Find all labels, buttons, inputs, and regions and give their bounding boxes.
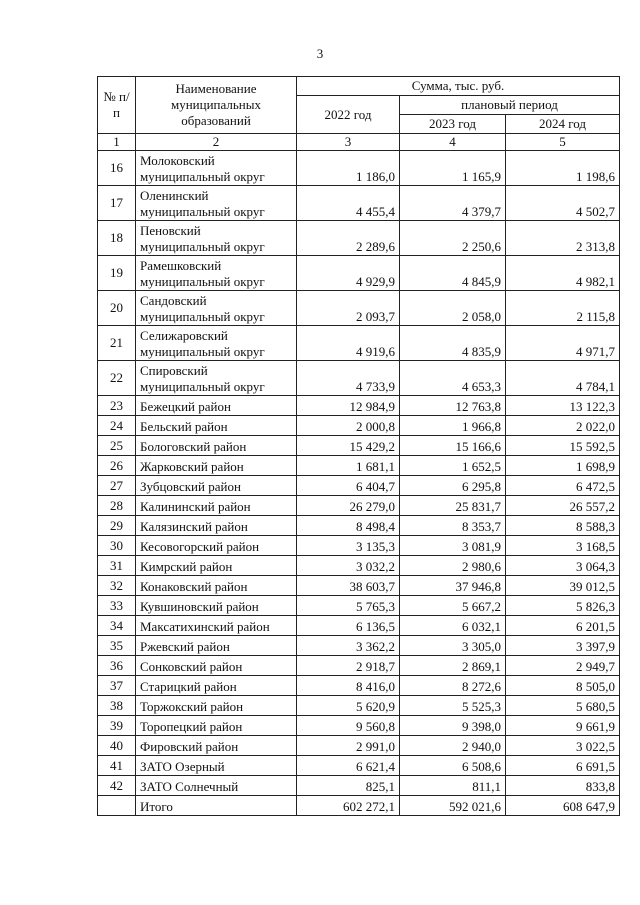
row-name: Рамешковский муниципальный округ xyxy=(136,256,297,291)
value-2022: 5 620,9 xyxy=(297,696,400,716)
index-cell: 2 xyxy=(136,134,297,151)
value-2023: 4 835,9 xyxy=(400,326,506,361)
value-2023: 6 032,1 xyxy=(400,616,506,636)
row-number: 27 xyxy=(98,476,136,496)
row-number: 24 xyxy=(98,416,136,436)
row-name: Торопецкий район xyxy=(136,716,297,736)
row-number: 25 xyxy=(98,436,136,456)
row-name: Калязинский район xyxy=(136,516,297,536)
row-name: Бологовский район xyxy=(136,436,297,456)
value-2023: 6 508,6 xyxy=(400,756,506,776)
row-number: 23 xyxy=(98,396,136,416)
value-2024: 4 971,7 xyxy=(506,326,620,361)
value-2024: 9 661,9 xyxy=(506,716,620,736)
value-2022: 6 621,4 xyxy=(297,756,400,776)
value-2023: 2 940,0 xyxy=(400,736,506,756)
row-number: 37 xyxy=(98,676,136,696)
index-cell: 4 xyxy=(400,134,506,151)
row-number: 41 xyxy=(98,756,136,776)
index-cell: 5 xyxy=(506,134,620,151)
header-2024: 2024 год xyxy=(506,115,620,134)
row-name: Спировский муниципальный округ xyxy=(136,361,297,396)
value-2022: 15 429,2 xyxy=(297,436,400,456)
row-number: 34 xyxy=(98,616,136,636)
header-2022: 2022 год xyxy=(297,96,400,134)
table-row xyxy=(98,516,620,536)
value-2023: 1 165,9 xyxy=(400,151,506,186)
value-2023: 811,1 xyxy=(400,776,506,796)
row-name: Кимрский район xyxy=(136,556,297,576)
header-sum: Сумма, тыс. руб. xyxy=(297,77,620,96)
value-2024: 2 949,7 xyxy=(506,656,620,676)
row-number: 22 xyxy=(98,361,136,396)
table-row xyxy=(98,676,620,696)
value-2023: 37 946,8 xyxy=(400,576,506,596)
value-2024: 26 557,2 xyxy=(506,496,620,516)
value-2023: 3 081,9 xyxy=(400,536,506,556)
row-name: Фировский район xyxy=(136,736,297,756)
row-name: Сонковский район xyxy=(136,656,297,676)
row-name: Селижаровский муниципальный округ xyxy=(136,326,297,361)
value-2023: 25 831,7 xyxy=(400,496,506,516)
total-empty-cell xyxy=(98,796,136,816)
value-2023: 3 305,0 xyxy=(400,636,506,656)
table-row xyxy=(98,636,620,656)
value-2022: 1 681,1 xyxy=(297,456,400,476)
value-2023: 1 966,8 xyxy=(400,416,506,436)
value-2023: 5 525,3 xyxy=(400,696,506,716)
value-2022: 5 765,3 xyxy=(297,596,400,616)
header-2023: 2023 год xyxy=(400,115,506,134)
table-row xyxy=(98,536,620,556)
row-number: 19 xyxy=(98,256,136,291)
row-number: 40 xyxy=(98,736,136,756)
value-2024: 8 588,3 xyxy=(506,516,620,536)
row-name: Кесовогорский район xyxy=(136,536,297,556)
total-2023: 592 021,6 xyxy=(400,796,506,816)
header-name: Наименование муниципальных образований xyxy=(136,77,297,134)
row-number: 18 xyxy=(98,221,136,256)
row-number: 20 xyxy=(98,291,136,326)
total-2024: 608 647,9 xyxy=(506,796,620,816)
row-number: 35 xyxy=(98,636,136,656)
value-2022: 1 186,0 xyxy=(297,151,400,186)
value-2023: 2 869,1 xyxy=(400,656,506,676)
value-2022: 4 929,9 xyxy=(297,256,400,291)
value-2024: 6 201,5 xyxy=(506,616,620,636)
value-2024: 4 784,1 xyxy=(506,361,620,396)
value-2022: 2 289,6 xyxy=(297,221,400,256)
value-2024: 833,8 xyxy=(506,776,620,796)
value-2023: 4 845,9 xyxy=(400,256,506,291)
value-2022: 2 000,8 xyxy=(297,416,400,436)
table-row xyxy=(98,556,620,576)
row-number: 33 xyxy=(98,596,136,616)
row-number: 42 xyxy=(98,776,136,796)
table-row xyxy=(98,221,620,256)
table-row xyxy=(98,496,620,516)
value-2024: 1 198,6 xyxy=(506,151,620,186)
row-name: Торжокский район xyxy=(136,696,297,716)
table-row xyxy=(98,656,620,676)
row-number: 32 xyxy=(98,576,136,596)
row-name: Сандовский муниципальный округ xyxy=(136,291,297,326)
table-row xyxy=(98,776,620,796)
value-2024: 1 698,9 xyxy=(506,456,620,476)
table-row xyxy=(98,476,620,496)
value-2022: 9 560,8 xyxy=(297,716,400,736)
table-row xyxy=(98,736,620,756)
row-name: Зубцовский район xyxy=(136,476,297,496)
row-name: Бежецкий район xyxy=(136,396,297,416)
value-2023: 8 353,7 xyxy=(400,516,506,536)
header-plan: плановый период xyxy=(400,96,620,115)
total-row xyxy=(98,796,620,816)
value-2022: 8 416,0 xyxy=(297,676,400,696)
value-2022: 8 498,4 xyxy=(297,516,400,536)
value-2023: 6 295,8 xyxy=(400,476,506,496)
value-2024: 2 022,0 xyxy=(506,416,620,436)
value-2022: 38 603,7 xyxy=(297,576,400,596)
row-number: 21 xyxy=(98,326,136,361)
row-name: Жарковский район xyxy=(136,456,297,476)
row-number: 29 xyxy=(98,516,136,536)
table-row xyxy=(98,416,620,436)
value-2023: 8 272,6 xyxy=(400,676,506,696)
value-2022: 4 919,6 xyxy=(297,326,400,361)
row-name: Ржевский район xyxy=(136,636,297,656)
value-2023: 4 379,7 xyxy=(400,186,506,221)
row-number: 38 xyxy=(98,696,136,716)
table-row xyxy=(98,396,620,416)
value-2023: 9 398,0 xyxy=(400,716,506,736)
table-row xyxy=(98,361,620,396)
value-2022: 12 984,9 xyxy=(297,396,400,416)
row-name: Бельский район xyxy=(136,416,297,436)
value-2024: 5 826,3 xyxy=(506,596,620,616)
value-2023: 1 652,5 xyxy=(400,456,506,476)
value-2022: 4 733,9 xyxy=(297,361,400,396)
value-2023: 12 763,8 xyxy=(400,396,506,416)
value-2024: 6 691,5 xyxy=(506,756,620,776)
index-cell: 3 xyxy=(297,134,400,151)
value-2023: 2 980,6 xyxy=(400,556,506,576)
row-number: 36 xyxy=(98,656,136,676)
value-2024: 4 502,7 xyxy=(506,186,620,221)
row-number: 30 xyxy=(98,536,136,556)
table-row xyxy=(98,596,620,616)
table-row xyxy=(98,436,620,456)
value-2024: 2 313,8 xyxy=(506,221,620,256)
row-number: 39 xyxy=(98,716,136,736)
table-row xyxy=(98,756,620,776)
table-row xyxy=(98,456,620,476)
value-2024: 39 012,5 xyxy=(506,576,620,596)
row-name: Пеновский муниципальный округ xyxy=(136,221,297,256)
row-number: 26 xyxy=(98,456,136,476)
value-2022: 2 093,7 xyxy=(297,291,400,326)
row-name: Оленинский муниципальный округ xyxy=(136,186,297,221)
table-row xyxy=(98,256,620,291)
value-2024: 15 592,5 xyxy=(506,436,620,456)
table-row xyxy=(98,291,620,326)
row-number: 17 xyxy=(98,186,136,221)
value-2022: 825,1 xyxy=(297,776,400,796)
header-num: № п/п xyxy=(98,77,136,134)
value-2022: 3 362,2 xyxy=(297,636,400,656)
value-2022: 2 991,0 xyxy=(297,736,400,756)
page-number: 3 xyxy=(316,46,324,61)
value-2022: 6 136,5 xyxy=(297,616,400,636)
value-2024: 6 472,5 xyxy=(506,476,620,496)
table-row xyxy=(98,576,620,596)
value-2022: 2 918,7 xyxy=(297,656,400,676)
table-row xyxy=(98,186,620,221)
row-name: Молоковский муниципальный округ xyxy=(136,151,297,186)
value-2024: 4 982,1 xyxy=(506,256,620,291)
value-2024: 3 168,5 xyxy=(506,536,620,556)
value-2023: 4 653,3 xyxy=(400,361,506,396)
table-row xyxy=(98,326,620,361)
index-cell: 1 xyxy=(98,134,136,151)
value-2023: 2 250,6 xyxy=(400,221,506,256)
total-label: Итого xyxy=(136,796,297,816)
value-2024: 3 022,5 xyxy=(506,736,620,756)
value-2024: 5 680,5 xyxy=(506,696,620,716)
value-2022: 26 279,0 xyxy=(297,496,400,516)
value-2024: 3 397,9 xyxy=(506,636,620,656)
table-row xyxy=(98,151,620,186)
row-number: 28 xyxy=(98,496,136,516)
table-row xyxy=(98,616,620,636)
value-2024: 2 115,8 xyxy=(506,291,620,326)
value-2022: 4 455,4 xyxy=(297,186,400,221)
value-2022: 3 135,3 xyxy=(297,536,400,556)
value-2022: 6 404,7 xyxy=(297,476,400,496)
row-name: Кувшиновский район xyxy=(136,596,297,616)
value-2023: 5 667,2 xyxy=(400,596,506,616)
value-2024: 8 505,0 xyxy=(506,676,620,696)
value-2022: 3 032,2 xyxy=(297,556,400,576)
row-number: 16 xyxy=(98,151,136,186)
row-number: 31 xyxy=(98,556,136,576)
row-name: Конаковский район xyxy=(136,576,297,596)
row-name: ЗАТО Солнечный xyxy=(136,776,297,796)
value-2023: 2 058,0 xyxy=(400,291,506,326)
row-name: Старицкий район xyxy=(136,676,297,696)
value-2024: 3 064,3 xyxy=(506,556,620,576)
table-row xyxy=(98,716,620,736)
row-name: Максатихинский район xyxy=(136,616,297,636)
row-name: ЗАТО Озерный xyxy=(136,756,297,776)
budget-table xyxy=(97,76,620,816)
value-2024: 13 122,3 xyxy=(506,396,620,416)
index-row xyxy=(98,134,620,151)
row-name: Калининский район xyxy=(136,496,297,516)
total-2022: 602 272,1 xyxy=(297,796,400,816)
table-row xyxy=(98,696,620,716)
value-2023: 15 166,6 xyxy=(400,436,506,456)
